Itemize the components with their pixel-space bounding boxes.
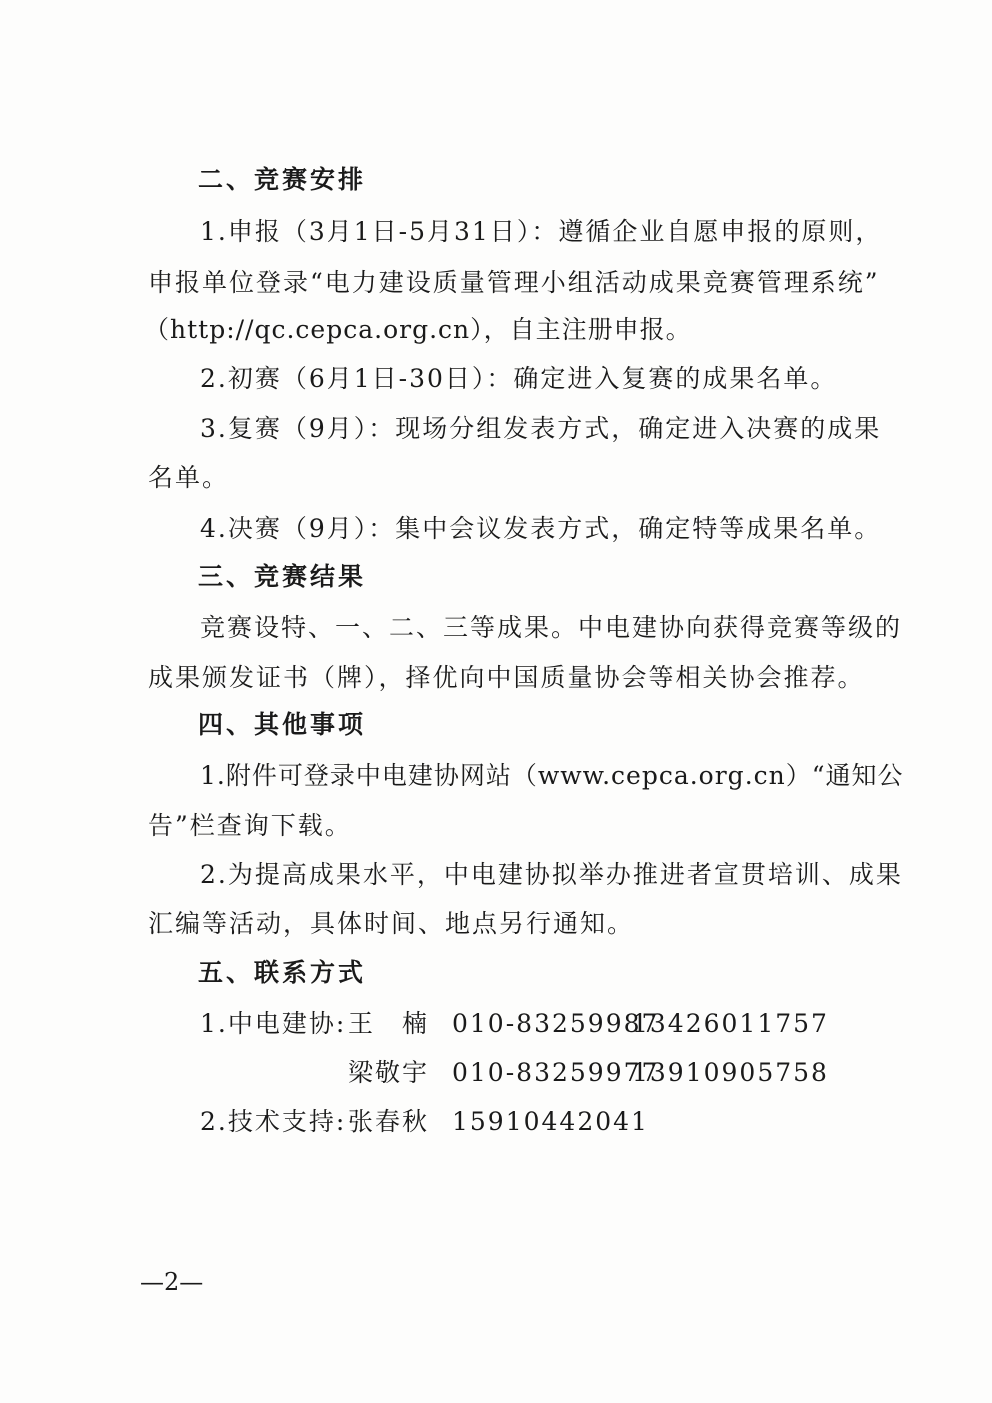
section-heading-arrangement: 二、竞赛安排 <box>198 165 367 194</box>
contact-phone: 15910442041 <box>452 1107 649 1136</box>
paragraph-line: 2.为提高成果水平，中电建协拟举办推进者宣贯培训、成果 <box>200 860 903 889</box>
contact-label: 1.中电建协: <box>200 1009 347 1038</box>
contact-mobile: 13426011757 <box>632 1009 829 1038</box>
paragraph-line: 2.初赛（6月1日-30日）：确定进入复赛的成果名单。 <box>200 364 838 393</box>
contact-mobile: 13910905758 <box>632 1058 829 1087</box>
contact-phone: 010-83259977 <box>452 1058 660 1087</box>
paragraph-line: 汇编等活动，具体时间、地点另行通知。 <box>148 909 635 938</box>
paragraph-line: 成果颁发证书（牌），择优向中国质量协会等相关协会推荐。 <box>148 663 865 692</box>
paragraph-line: 申报单位登录“电力建设质量管理小组活动成果竞赛管理系统” <box>148 268 880 297</box>
paragraph-line: 竞赛设特、一、二、三等成果。中电建协向获得竞赛等级的 <box>200 613 903 642</box>
page-number: —2— <box>140 1268 204 1296</box>
contact-name: 梁敬宇 <box>348 1058 430 1087</box>
section-heading-results: 三、竞赛结果 <box>198 562 367 591</box>
section-heading-other: 四、其他事项 <box>198 710 367 739</box>
paragraph-line: 名单。 <box>148 463 230 492</box>
paragraph-line-url: （http://qc.cepca.org.cn），自主注册申报。 <box>144 315 692 344</box>
paragraph-line: 1.附件可登录中电建协网站（www.cepca.org.cn）“通知公 <box>200 761 904 790</box>
contact-name: 张春秋 <box>348 1107 430 1136</box>
contact-name: 王 楠 <box>348 1009 430 1038</box>
paragraph-line: 告”栏查询下载。 <box>148 811 352 840</box>
paragraph-line: 3.复赛（9月）：现场分组发表方式，确定进入决赛的成果 <box>200 414 882 443</box>
contact-label: 2.技术支持: <box>200 1107 347 1136</box>
paragraph-line: 4.决赛（9月）：集中会议发表方式，确定特等成果名单。 <box>200 514 882 543</box>
contact-phone: 010-83259987 <box>452 1009 660 1038</box>
paragraph-line: 1.申报（3月1日-5月31日）：遵循企业自愿申报的原则， <box>200 217 883 246</box>
section-heading-contact: 五、联系方式 <box>198 958 367 987</box>
